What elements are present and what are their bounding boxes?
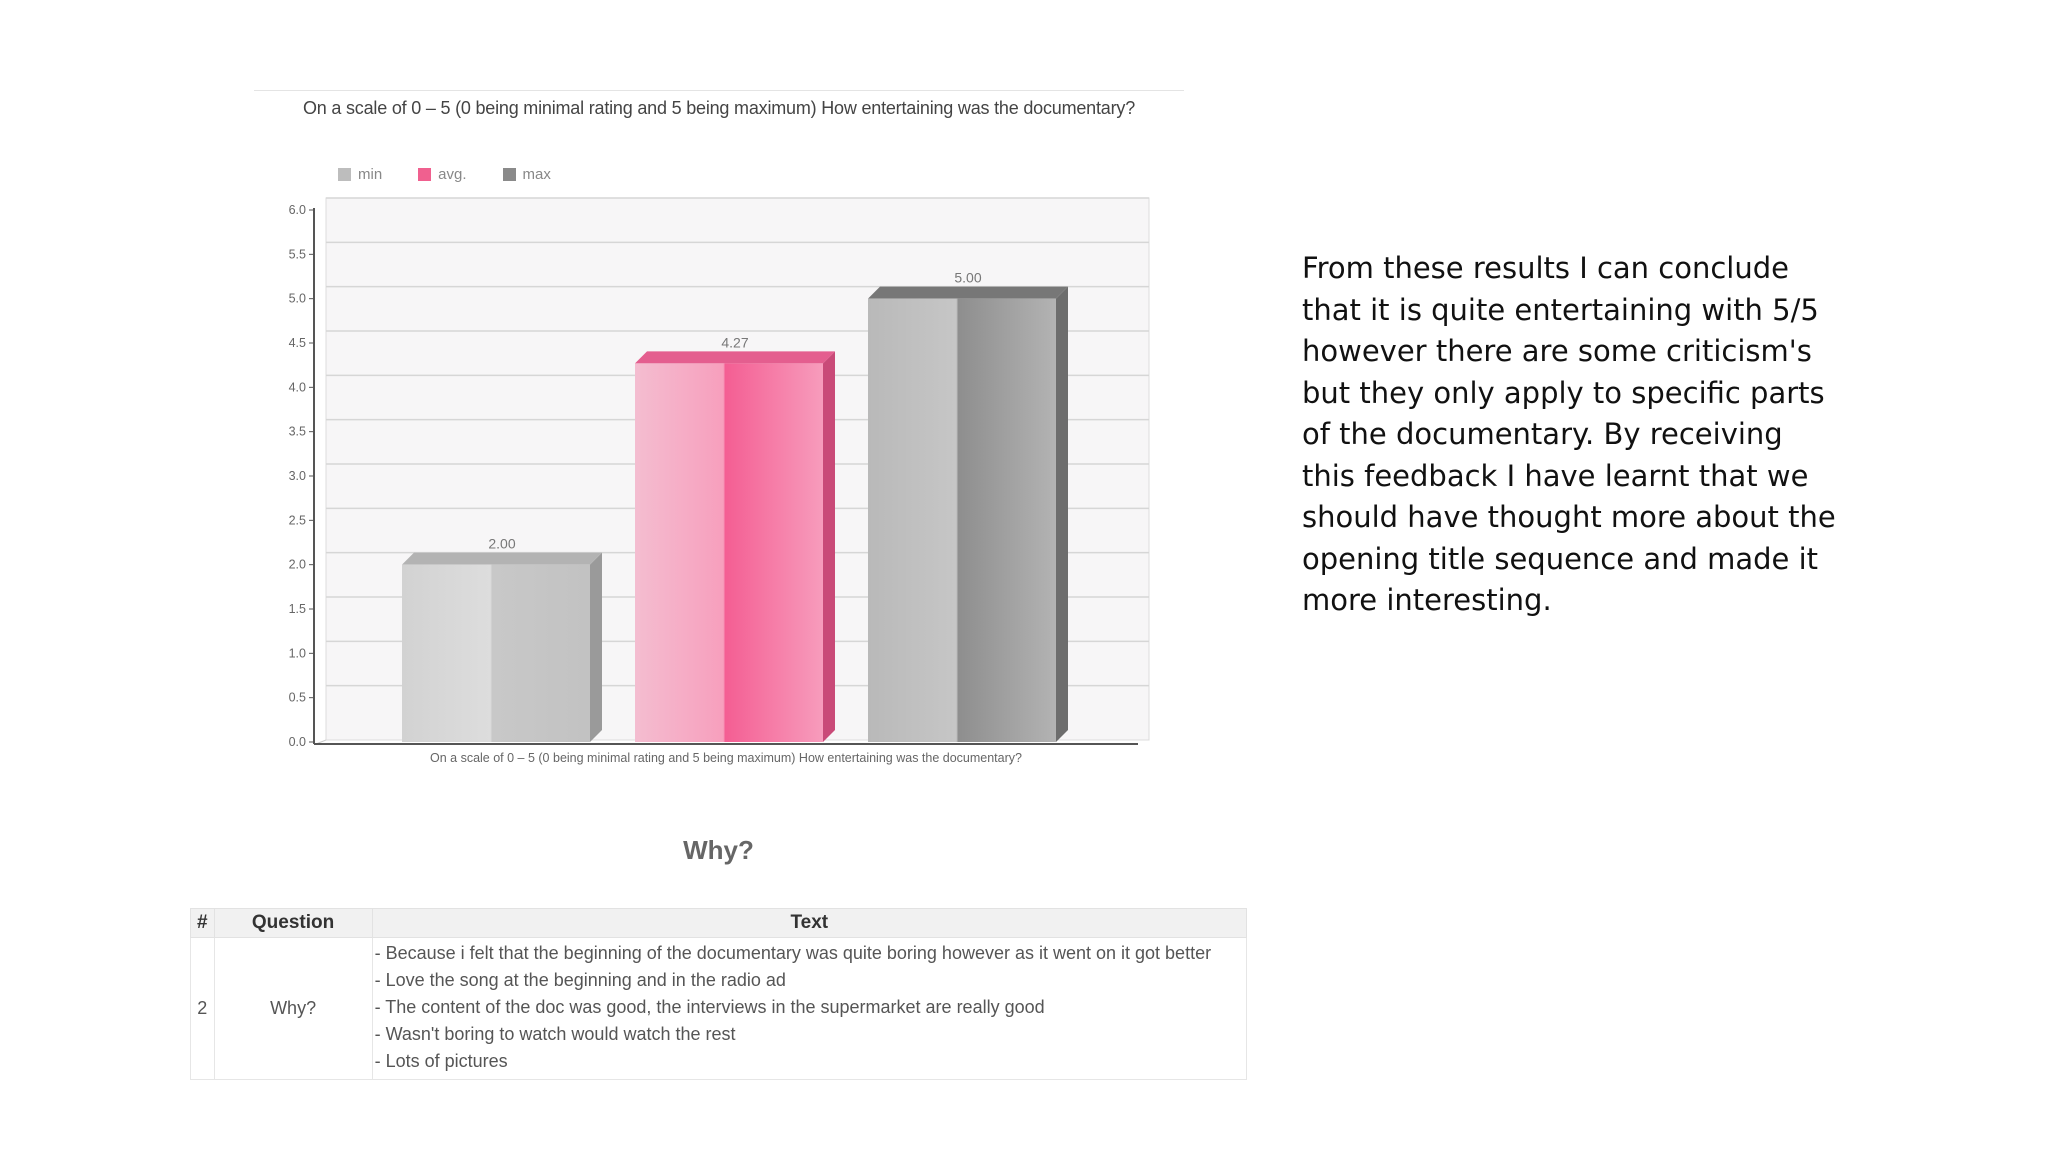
y-tick-label: 0.0: [288, 735, 306, 749]
bar-max: [868, 270, 1068, 742]
legend-item-min: [338, 166, 382, 183]
legend-swatch-max: [503, 168, 516, 181]
chart-panel: [254, 90, 1184, 780]
y-tick-label: 3.0: [288, 469, 306, 483]
table-row: [191, 938, 1247, 1080]
y-tick-label: 3.5: [288, 424, 306, 439]
legend-label-min: min: [358, 166, 383, 183]
legend-item-max: [503, 166, 551, 183]
response-line-5: - Lots of pictures: [374, 1051, 508, 1071]
bar-avg: [635, 334, 835, 742]
legend-label-max: max: [522, 166, 551, 183]
y-tick-label: 5.5: [288, 247, 306, 262]
legend-swatch-min: [338, 168, 351, 181]
y-tick-label: 6.0: [288, 203, 306, 217]
bar-face: [402, 565, 590, 742]
y-tick-label: 2.5: [288, 513, 306, 528]
y-tick-label: 1.0: [288, 646, 306, 661]
chart-title: On a scale of 0 – 5 (0 being minimal rating and 5 being maximum) How entertaining was the documentary?: [302, 98, 1136, 118]
conclusion-text: From these results I can conclude that it is quite entertaining with 5/5 however there are some criticism's but they only apply to specific parts of the documentary. By receiving this feedback I have learnt that we should have thought more about the opening title sequence and made it more interesting.: [1302, 251, 1836, 617]
legend-swatch-avg: [418, 168, 431, 181]
chart-legend: [338, 166, 551, 183]
bar-side: [823, 351, 835, 742]
x-axis-label: On a scale of 0 – 5 (0 being minimal rating and 5 being maximum) How entertaining was the documentary?: [430, 751, 1022, 765]
bar-chart: [254, 90, 1184, 780]
bar-face: [868, 299, 1056, 742]
row-question: Why?: [214, 938, 372, 1080]
bar-top: [868, 287, 1068, 299]
y-tick-label: 2.0: [288, 557, 306, 572]
response-line-1: - Because i felt that the beginning of the documentary was quite boring however as it went on it got better: [374, 943, 1212, 963]
response-line-3: - The content of the doc was good, the interviews in the supermarket are really good: [374, 997, 1045, 1017]
why-heading: Why?: [683, 835, 754, 865]
bar-side: [1056, 287, 1068, 742]
bar-value-label: 2.00: [488, 535, 516, 552]
y-tick-label: 1.5: [288, 602, 306, 616]
y-tick-label: 0.5: [288, 690, 306, 705]
y-tick-label: 5.0: [288, 291, 306, 306]
legend-item-avg: [418, 166, 466, 183]
y-tick-label: 4.0: [288, 380, 306, 395]
bar-side: [590, 553, 602, 742]
header-question: Question: [214, 909, 372, 938]
header-text: Text: [372, 909, 1246, 938]
y-tick-label: 4.5: [288, 336, 306, 350]
bar-value-label: 5.00: [954, 269, 982, 286]
bar-top: [635, 351, 835, 363]
row-num: 2: [191, 938, 215, 1080]
legend-label-avg: avg.: [438, 166, 467, 183]
bar-value-label: 4.27: [721, 334, 749, 351]
bar-top: [402, 553, 602, 565]
bar-min: [402, 536, 602, 742]
responses-table: [190, 908, 1247, 1080]
header-num: #: [191, 909, 215, 938]
table-header-row: [191, 909, 1247, 938]
response-line-4: - Wasn't boring to watch would watch the rest: [374, 1024, 736, 1044]
row-text: [372, 938, 1246, 1080]
response-line-2: - Love the song at the beginning and in the radio ad: [374, 970, 786, 990]
bar-face: [635, 363, 823, 742]
